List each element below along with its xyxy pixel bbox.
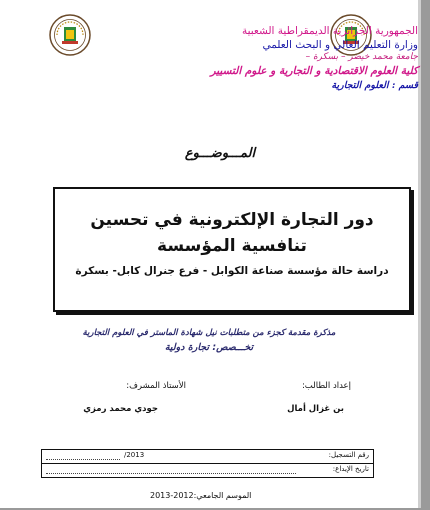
header-ministry: وزارة التعليم العالي و البحث العلمي [262,39,418,51]
subject-heading: المـــوضـــوع [184,146,256,161]
deposit-label: تاريخ الإيداع: [332,465,369,473]
deposit-row [42,464,373,477]
specialization: تخـــصص: تجارة دولية [164,342,254,353]
registration-value: /2013 [124,451,145,459]
header-republic: الجمهورية الجزائرية الديمقراطية الشعبية [241,25,418,37]
registration-dots [46,459,120,460]
thesis-subtitle: دراسة حالة مؤسسة صناعة الكوابل - فرع جنرال كابل- بسكرة [75,265,389,277]
registration-label: رقم التسجيل: [328,451,369,459]
thesis-title [55,207,409,259]
header-faculty: كلية العلوم الاقتصادية و التجارية و علوم التسيير [210,65,418,77]
deposit-dots [46,473,296,474]
supervisor-label: الأستاذ المشرف: [126,381,186,391]
thesis-title-line2: تنافسية المؤسسة [157,236,307,256]
header-university: جامعة محمد خيضر – بسكرة – [305,52,418,62]
supervisor-name: جودي محمد رمزي [83,404,158,414]
registration-row [42,450,373,464]
student-label: إعداد الطالب: [301,381,351,391]
registration-box [41,449,374,478]
student-name: بن غزال أمال [287,404,344,414]
title-box [53,187,411,312]
header-department: قسم : العلوم التجارية [331,80,418,91]
memo-statement: مذكرة مقدمة كجزء من متطلبات نيل شهادة الماستر في العلوم التجارية [82,328,336,338]
academic-year: الموسم الجامعي:2012-2013 [150,491,252,500]
thesis-title-line1: دور التجارة الإلكترونية في تحسين [90,210,374,230]
